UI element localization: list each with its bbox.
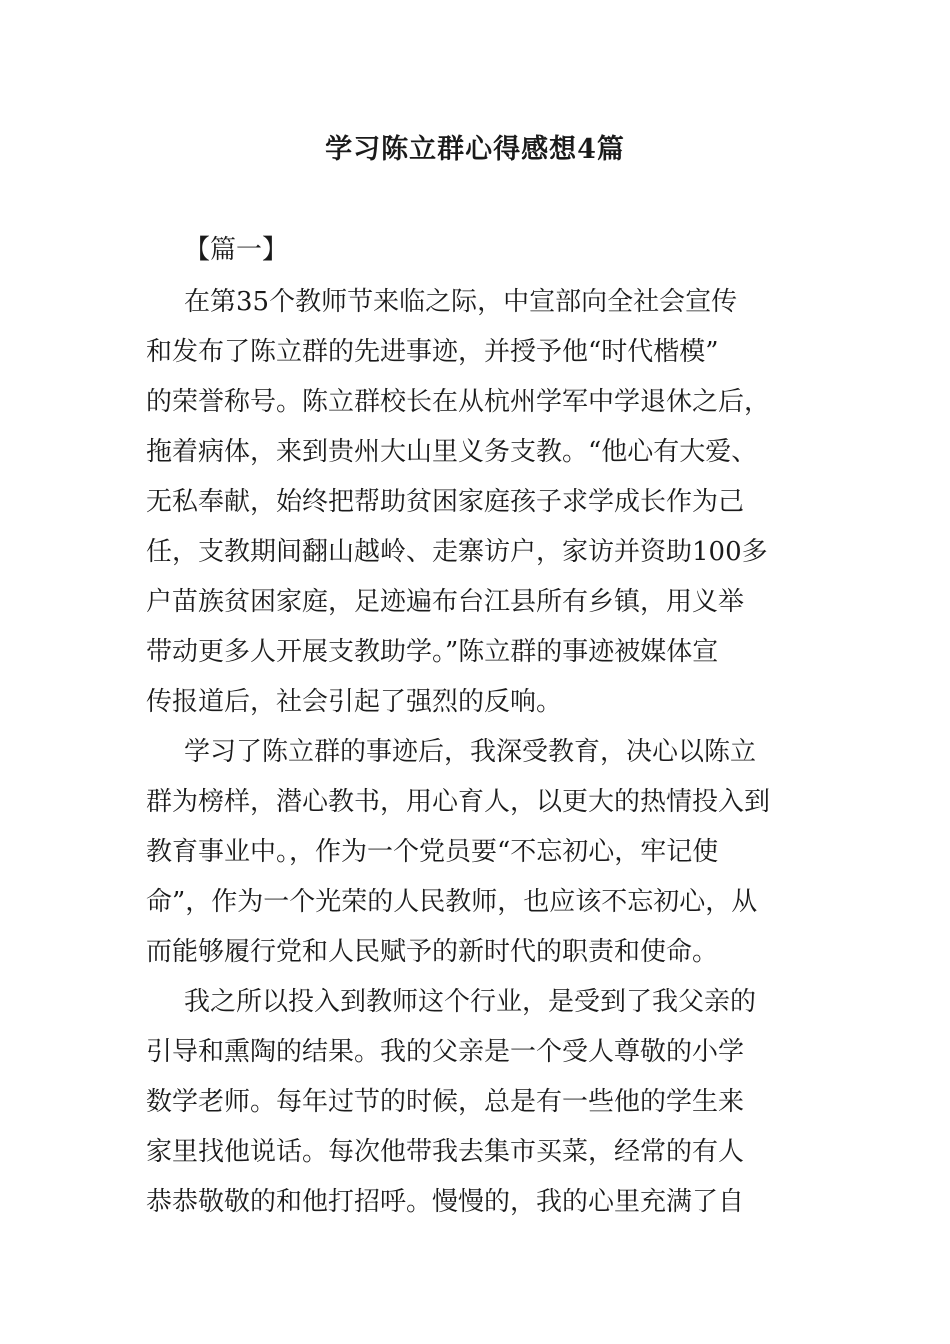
paragraph-2-line-5: 而能够履行党和人民赋予的新时代的职责和使命。	[146, 937, 719, 967]
section-heading: 【篇一】	[184, 235, 289, 265]
paragraph-1-line-6: 任，支教期间翻山越岭、走寨访户，家访并资助100多	[146, 537, 768, 567]
paragraph-2-line-2: 群为榜样，潜心教书，用心育人，以更大的热情投入到	[146, 787, 771, 817]
paragraph-2-line-4: 命”，作为一个光荣的人民教师，也应该不忘初心，从	[146, 887, 758, 917]
paragraph-1-line-1: 在第35个教师节来临之际，中宣部向全社会宣传	[184, 287, 738, 317]
paragraph-3-line-4: 家里找他说话。每次他带我去集市买菜，经常的有人	[146, 1137, 745, 1167]
paragraph-1-line-9: 传报道后，社会引起了强烈的反响。	[146, 687, 563, 717]
paragraph-1-line-3: 的荣誉称号。陈立群校长在从杭州学军中学退休之后，	[146, 387, 771, 417]
paragraph-3-line-3: 数学老师。每年过节的时候，总是有一些他的学生来	[146, 1087, 745, 1117]
paragraph-3-line-5: 恭恭敬敬的和他打招呼。慢慢的，我的心里充满了自	[146, 1187, 745, 1217]
paragraph-2-line-3: 教育事业中。，作为一个党员要“不忘初心，牢记使	[146, 837, 719, 867]
paragraph-1-line-4: 拖着病体，来到贵州大山里义务支教。“他心有大爱、	[146, 437, 758, 467]
paragraph-1-line-7: 户苗族贫困家庭，足迹遍布台江县所有乡镇，用义举	[146, 587, 745, 617]
paragraph-2-line-1: 学习了陈立群的事迹后，我深受教育，决心以陈立	[184, 737, 757, 767]
document-title: 学习陈立群心得感想4篇	[325, 134, 625, 165]
paragraph-1-line-8: 带动更多人开展支教助学。”陈立群的事迹被媒体宣	[146, 637, 719, 667]
paragraph-1-line-2: 和发布了陈立群的先进事迹，并授予他“时代楷模”	[146, 337, 719, 367]
paragraph-1-line-5: 无私奉献，始终把帮助贫困家庭孩子求学成长作为己	[146, 487, 745, 517]
paragraph-3-line-2: 引导和熏陶的结果。我的父亲是一个受人尊敬的小学	[146, 1037, 745, 1067]
paragraph-3-line-1: 我之所以投入到教师这个行业，是受到了我父亲的	[184, 987, 757, 1017]
